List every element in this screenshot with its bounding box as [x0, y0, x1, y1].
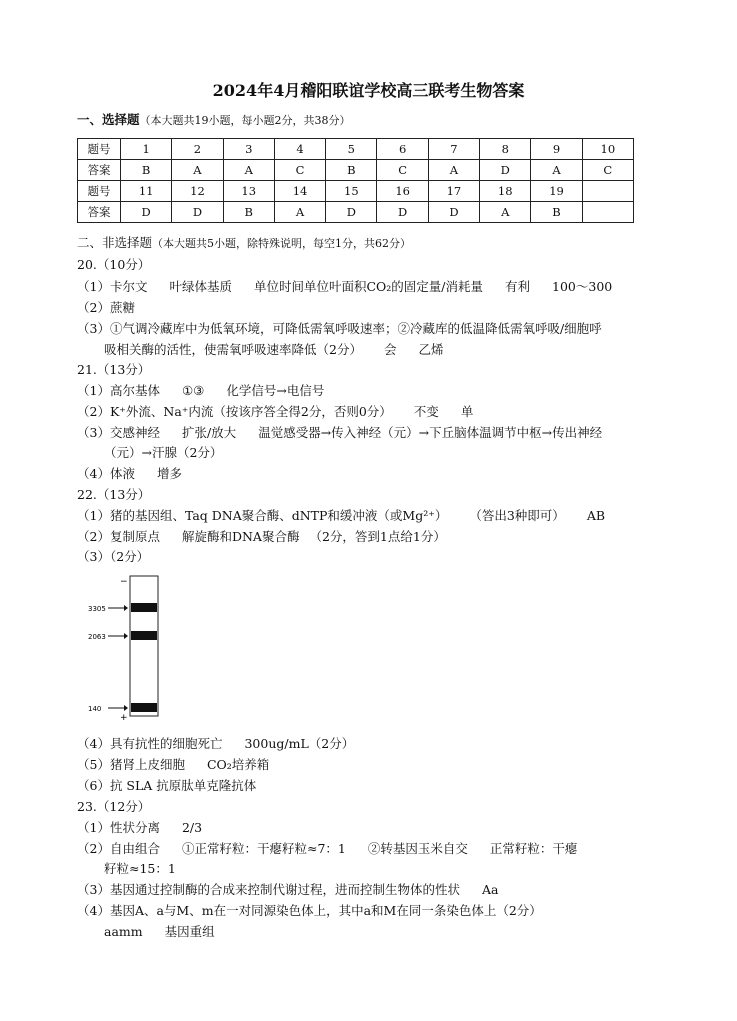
q20-part3-line1: （3）①气调冷藏库中为低氧环境，可降低需氧呼吸速率；②冷藏库的低温降低需氧呼吸/细胞呼 [77, 321, 602, 336]
arrow-right-icon [124, 633, 128, 639]
q23-part1 [77, 820, 202, 836]
q21-p2b: 不变 [413, 404, 439, 419]
table-cell: B [326, 160, 377, 181]
q20-part1 [77, 279, 612, 295]
q21-part1 [77, 383, 324, 399]
q21-part3-line1 [77, 425, 602, 441]
q21-part4 [77, 466, 182, 482]
gel-lane [130, 576, 158, 716]
table-cell: 5 [326, 139, 377, 160]
table-cell: A [223, 160, 274, 181]
table-cell: 18 [480, 181, 531, 202]
section-1-label: 一、选择题 [77, 112, 140, 127]
table-cell: 2 [172, 139, 223, 160]
q23-p2b: ①正常籽粒：干瘪籽粒≈7：1 [181, 841, 346, 856]
q23-p1a: （1）性状分离 [77, 820, 160, 835]
q21-p1c: 化学信号→电信号 [226, 383, 325, 398]
q20-p1c: 单位时间单位叶面积CO₂的固定量/消耗量 [253, 279, 484, 294]
q22-p4b: 300ug/mL（2分） [244, 736, 355, 751]
q21-part3-line2: （元）→汗腺（2分） [104, 445, 223, 460]
section-2-note: （本大题共5小题，除特殊说明，每空1分，共62分） [152, 237, 412, 250]
q23-heading: 23.（12分） [77, 799, 151, 814]
gel-band [131, 603, 157, 612]
q23-part4-line1: （4）基因A、a与M、m在一对同源染色体上，其中a和M在同一条染色体上（2分） [77, 903, 542, 918]
table-cell: D [377, 202, 428, 223]
table-cell: C [377, 160, 428, 181]
q23-part4-line2 [104, 924, 215, 940]
table-cell: 13 [223, 181, 274, 202]
table-row-header: 答案 [78, 160, 121, 181]
q22-part2 [77, 529, 446, 545]
q22-part4 [77, 736, 354, 752]
q21-heading: 21.（13分） [77, 362, 151, 377]
electrophoresis-gel-figure [80, 572, 190, 722]
q22-part6: （6）抗 SLA 抗原肽单克隆抗体 [77, 778, 257, 793]
q21-p3b: 扩张/放大 [181, 425, 237, 440]
table-cell: 8 [480, 139, 531, 160]
table-cell: B [121, 160, 172, 181]
q21-p3c: 温觉感受器→传入神经（元）→下丘脑体温调节中枢→传出神经 [258, 425, 603, 440]
table-cell: A [428, 160, 479, 181]
q23-part2-line1 [77, 841, 577, 857]
table-cell: A [531, 160, 582, 181]
q22-p2c: （2分，答到1点给1分） [309, 529, 446, 544]
q23-p4b: aamm [104, 924, 143, 939]
q23-p2d: 正常籽粒：干瘪 [489, 841, 578, 856]
q21-p1b: ①③ [181, 383, 205, 398]
table-cell: D [428, 202, 479, 223]
q22-p4a: （4）具有抗性的细胞死亡 [77, 736, 223, 751]
q21-p2a: （2）K⁺外流、Na⁺内流（按该序答全得2分，否则0分） [77, 404, 392, 419]
table-cell: 14 [274, 181, 325, 202]
table-cell: 1 [121, 139, 172, 160]
gel-plus-label: + [120, 713, 128, 722]
q21-p1a: （1）高尔基体 [77, 383, 160, 398]
q20-p3d: 乙烯 [418, 342, 444, 357]
table-row-header: 答案 [78, 202, 121, 223]
table-cell: D [480, 160, 531, 181]
table-cell: 17 [428, 181, 479, 202]
section-1-heading [77, 110, 351, 128]
q22-p1b: （答出3种即可） [469, 508, 565, 523]
table-row-header: 题号 [78, 181, 121, 202]
q21-p2c: 单 [460, 404, 474, 419]
table-cell: 11 [121, 181, 172, 202]
q22-p2b: 解旋酶和DNA聚合酶 [181, 529, 300, 544]
q23-p3a: （3）基因通过控制酶的合成来控制代谢过程，进而控制生物体的性状 [77, 882, 460, 897]
table-cell: 4 [274, 139, 325, 160]
gel-band-label: 2063 [88, 633, 106, 641]
gel-svg [80, 572, 190, 722]
table-cell: B [531, 202, 582, 223]
table-cell: 6 [377, 139, 428, 160]
table-row [78, 181, 634, 202]
section-2-label: 二、非选择题 [77, 235, 153, 250]
q22-part5 [77, 757, 269, 773]
section-2-heading [77, 233, 411, 251]
table-cell: 16 [377, 181, 428, 202]
table-row [78, 160, 634, 181]
gel-minus-label: − [120, 577, 128, 587]
q20-p3b: 吸相关酶的活性，使需氧呼吸速率降低（2分） [104, 342, 362, 357]
q21-part2 [77, 404, 473, 420]
section-1-note: （本大题共19小题，每小题2分，共38分） [139, 114, 351, 127]
q22-p5b: CO₂培养箱 [206, 757, 270, 772]
q23-p3b: Aa [481, 882, 499, 897]
q21-p4b: 增多 [156, 466, 182, 481]
table-cell: 19 [531, 181, 582, 202]
table-cell: 12 [172, 181, 223, 202]
table-cell: A [480, 202, 531, 223]
page-title: 2024年4月稽阳联谊学校高三联考生物答案 [212, 81, 525, 100]
q20-part2: （2）蔗糖 [77, 300, 135, 315]
q22-part1 [77, 508, 605, 524]
q20-p3c: 会 [383, 342, 397, 357]
q20-p1b: 叶绿体基质 [169, 279, 232, 294]
q22-p1c: AB [586, 508, 606, 523]
table-cell: B [223, 202, 274, 223]
q23-p2c: ②转基因玉米自交 [367, 841, 468, 856]
table-cell: 9 [531, 139, 582, 160]
gel-band [131, 703, 157, 712]
table-cell [582, 202, 633, 223]
arrow-right-icon [124, 605, 128, 611]
q23-part3 [77, 882, 498, 898]
q20-p1d: 有利 [505, 279, 531, 294]
table-cell: D [121, 202, 172, 223]
q22-p2a: （2）复制原点 [77, 529, 160, 544]
table-row [78, 139, 634, 160]
q20-p1e: 100～300 [552, 279, 613, 294]
q23-p4c: 基因重组 [164, 924, 215, 939]
table-cell: D [326, 202, 377, 223]
q21-p4a: （4）体液 [77, 466, 135, 481]
arrow-right-icon [124, 705, 128, 711]
q23-p1b: 2/3 [181, 820, 203, 835]
q20-p1a: （1）卡尔文 [77, 279, 148, 294]
table-cell: A [172, 160, 223, 181]
table-cell: C [274, 160, 325, 181]
q20-heading: 20.（10分） [77, 257, 151, 272]
table-cell: 7 [428, 139, 479, 160]
table-cell: C [582, 160, 633, 181]
table-cell: 15 [326, 181, 377, 202]
q22-heading: 22.（13分） [77, 487, 151, 502]
answer-table [77, 138, 634, 223]
q22-p1a: （1）猪的基因组、Taq DNA聚合酶、dNTP和缓冲液（或Mg²⁺） [77, 508, 448, 523]
q23-p2a: （2）自由组合 [77, 841, 160, 856]
table-cell: 10 [582, 139, 633, 160]
gel-band [131, 631, 157, 640]
table-row [78, 202, 634, 223]
q22-p5a: （5）猪肾上皮细胞 [77, 757, 185, 772]
table-row-header: 题号 [78, 139, 121, 160]
table-cell: A [274, 202, 325, 223]
table-cell: D [172, 202, 223, 223]
q20-part3-line2 [104, 342, 444, 358]
q21-p3a: （3）交感神经 [77, 425, 160, 440]
table-cell [582, 181, 633, 202]
table-cell: 3 [223, 139, 274, 160]
q23-part2-line2: 籽粒≈15：1 [104, 861, 176, 876]
gel-band-label: 3305 [88, 605, 106, 613]
q22-part3: （3）（2分） [77, 549, 150, 564]
gel-band-label: 140 [88, 705, 102, 713]
